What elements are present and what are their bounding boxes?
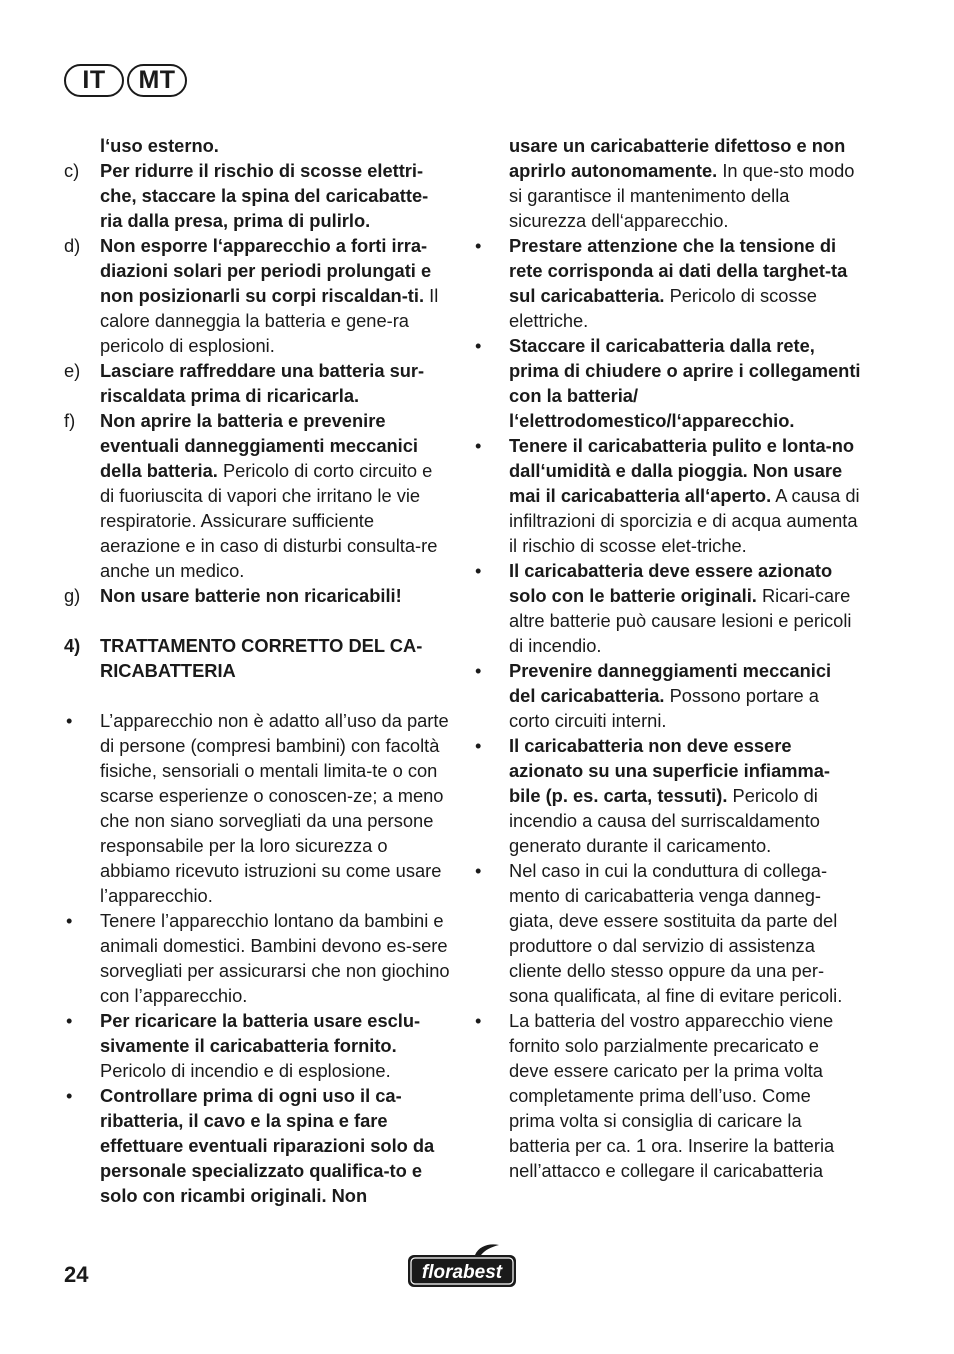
bullet-icon: • [66,910,73,931]
list-label: c) [64,160,80,181]
bullet-item: • L’apparecchio non è adatto all’uso da parte di persone (compresi bambini) con facoltà fisiche, sensoriali o mentali limita-te o con scarse esperienze o conoscen-ze; a meno che non siano sorvegliati da una persone responsabile per la loro sicurezza o abbiamo ricevuto istruzioni su come usare l’apparecchio. [66,710,449,906]
bullet-icon: • [475,660,482,681]
list-label: f) [64,410,76,431]
section-heading [64,633,450,683]
language-badges [64,64,187,97]
bullet-icon: • [475,235,482,256]
logo-wordmark: florabest [421,1262,503,1283]
section-number: 4) [64,635,81,656]
bullet-icon: • [475,1010,482,1031]
list-item-e: e) Lasciare raffreddare una batteria sur-riscaldata prima di ricaricarla. [64,360,425,406]
bullet-item: • Tenere il caricabatteria pulito e lonta-no dall‘umidità e dalla pioggia. Non usare mai il caricabatteria all‘aperto. A causa di infiltrazioni di sporcizia e di acqua aumenta il rischio di scosse elet-triche. [475,435,860,556]
bullet-icon: • [475,435,482,456]
list-label: g) [64,585,81,606]
page-number: 24 [64,1262,89,1287]
list-item-c: c) Per ridurre il rischio di scosse elettri-che, staccare la spina del caricabatte-ria dalla presa, prima di pulirlo. [64,160,429,231]
bullet-item: • Per ricaricare la batteria usare esclu-sivamente il caricabatteria fornito. Pericolo di incendio e di esplosione. [66,1010,421,1081]
florabest-logo [405,1242,519,1292]
bullet-icon: • [475,735,482,756]
intro-tail: l‘uso esterno. [100,135,219,156]
bullet-item: • Prevenire danneggiamenti meccanici del caricabatteria. Possono portare a corto circuiti interni. [475,660,832,731]
continuation-text: usare un caricabatterie difettoso e non aprirlo autonomamente. In que-sto modo si garantisce il mantenimento della sicurezza dell‘apparecchio. [509,135,855,231]
bullet-icon: • [66,1010,73,1031]
bullet-icon: • [66,710,73,731]
language-badge-it: IT [64,64,124,97]
bullet-item: • Il caricabatteria non deve essere azionato su una superficie infiamma-bile (p. es. carta, tessuti). Pericolo di incendio a causa del surriscaldamento generato durante il caricamento. [475,735,831,856]
list-item-g: g) Non usare batterie non ricaricabili! [64,585,402,606]
left-column [64,133,450,1208]
language-badge-mt: MT [127,64,187,97]
list-label: e) [64,360,81,381]
list-item-d: d) Non esporre l‘apparecchio a forti irra-diazioni solari per periodi prolungati e non posizionarli su corpi riscaldan-ti. Il calore danneggia la batteria e gene-ra pericolo di esplosioni. [64,235,439,356]
list-label: d) [64,235,81,256]
bullet-item: • La batteria del vostro apparecchio viene fornito solo parzialmente precaricato e deve essere caricato per la prima volta completamente prima dell’uso. Come prima volta si consiglia di caricare la batteria per ca. 1 ora. Inserire la batteria nell’attacco e collegare il caricabatteria [475,1010,835,1181]
bullet-item: • Prestare attenzione che la tensione di rete corrisponda ai dati della targhet-ta sul caricabatteria. Pericolo di scosse elettriche. [475,235,848,331]
list-item-f: f) Non aprire la batteria e prevenire eventuali danneggiamenti meccanici della batteria. Pericolo di corto circuito e di fuoriuscita di vapori che irritano le vie respiratorie. Assicurare sufficiente aerazione e in caso di disturbi consulta-re anche un medico. [64,410,438,581]
bullet-icon: • [475,560,482,581]
bullet-item: • Il caricabatteria deve essere azionato solo con le batterie originali. Ricari-care altre batterie può causare lesioni e pericoli di incendio. [475,560,852,656]
bullet-icon: • [475,335,482,356]
bullet-icon: • [66,1085,73,1106]
bullet-item: • Tenere l’apparecchio lontano da bambini e animali domestici. Bambini devono es-sere sorvegliati per assicurarsi che non giochino con l’apparecchio. [66,910,450,1006]
right-column [473,133,861,1183]
bullet-item: • Nel caso in cui la conduttura di collega-mento di caricabatteria venga danneg-giata, deve essere sostituita da parte del produttore o dal servizio di assistenza cliente dello stesso oppure da una per-sona qualificata, al fine di evitare pericoli. [475,860,843,1006]
bullet-icon: • [475,860,482,881]
bullet-item: • Controllare prima di ogni uso il ca-ribatteria, il cavo e la spina e fare effettuare eventuali riparazioni solo da personale specializzato qualifica-to e solo con ricambi originali. Non [66,1085,435,1206]
section-title: TRATTAMENTO CORRETTO DEL CA-RICABATTERIA [100,635,423,681]
bullet-item: • Staccare il caricabatteria dalla rete, prima di chiudere o aprire i collegamenti con la batteria/ l‘elettrodomestico/l‘apparecchio. [475,335,861,431]
